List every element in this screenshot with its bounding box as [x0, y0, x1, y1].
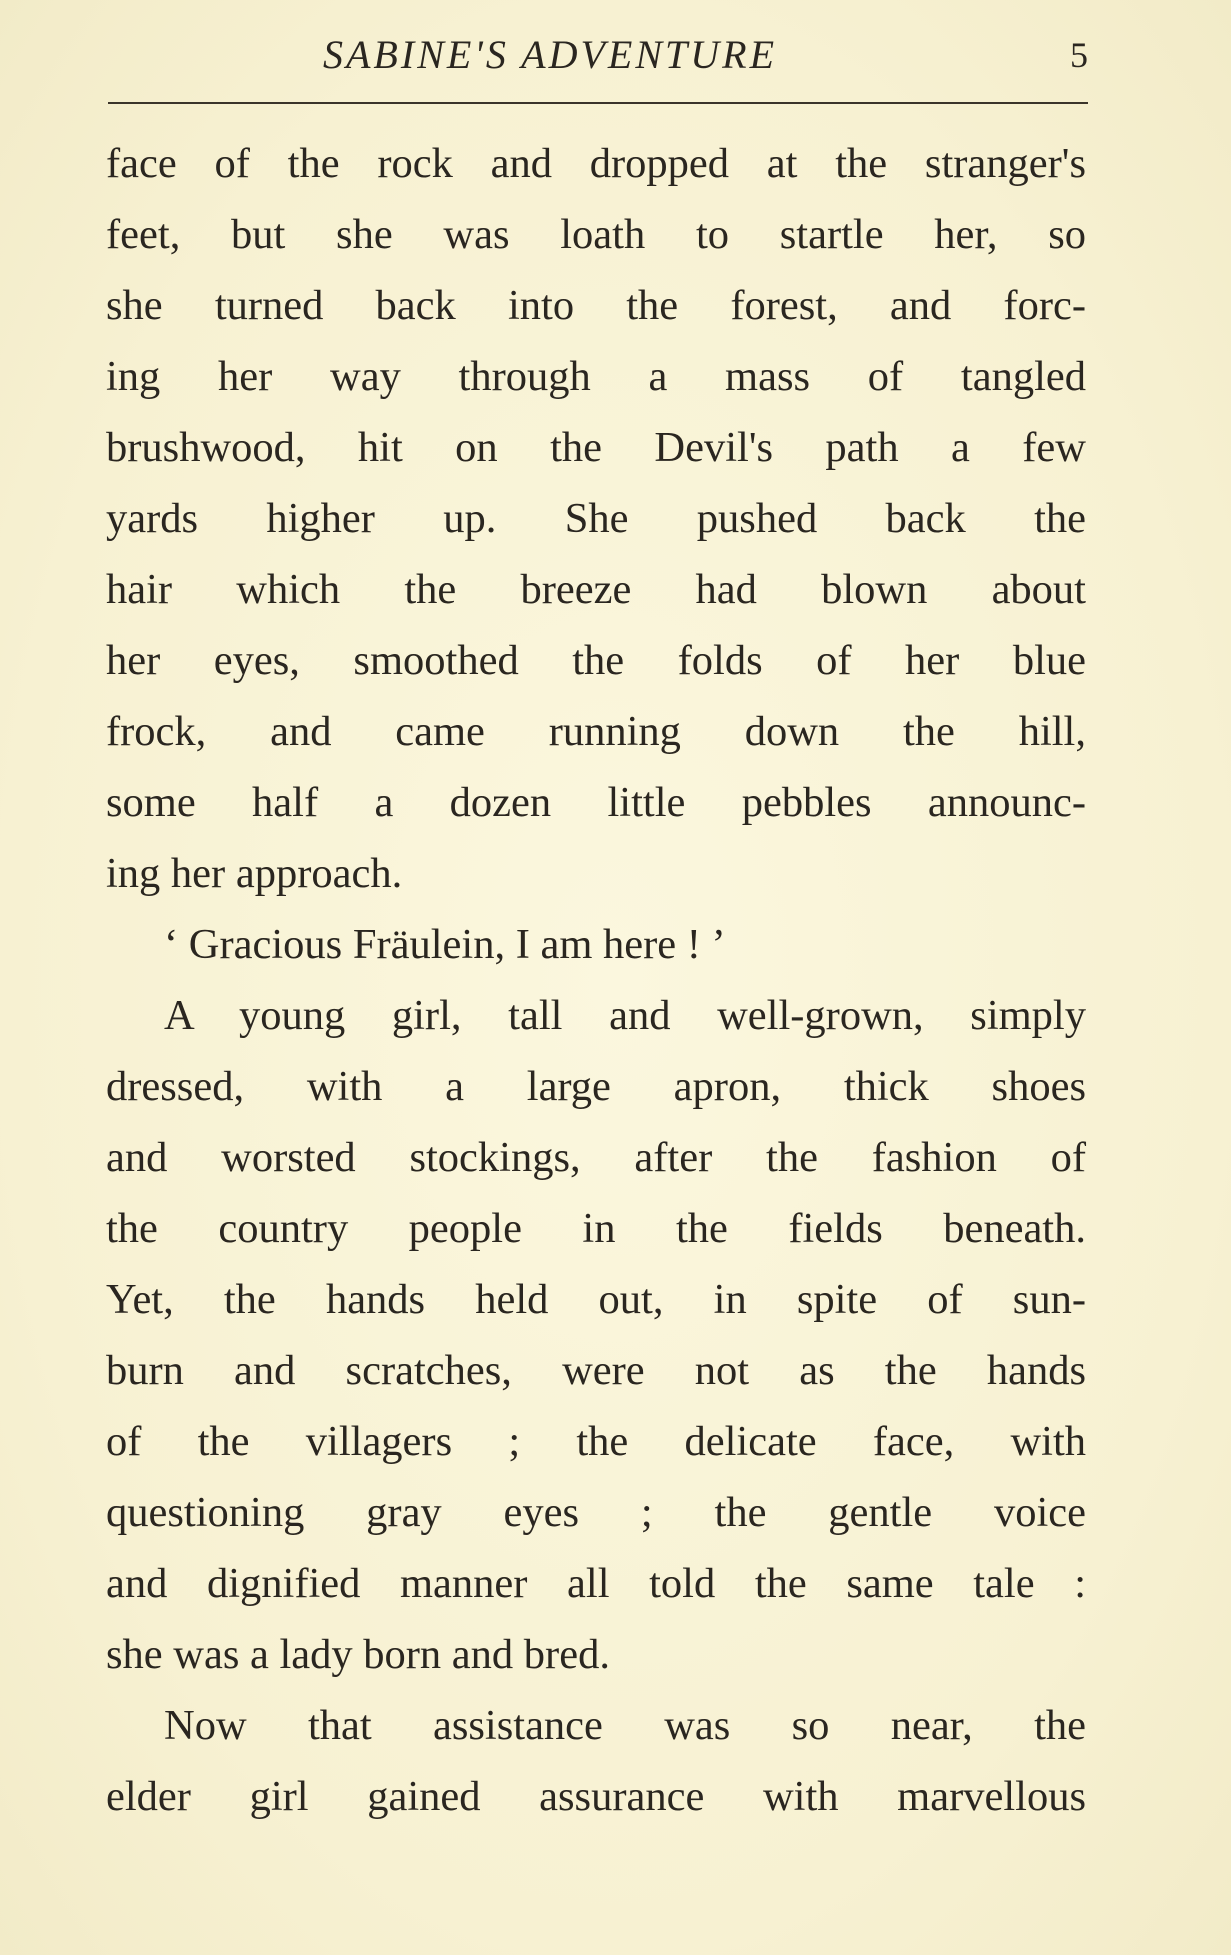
text-line: hair which the breeze had blown about: [106, 566, 1086, 613]
paragraph-first-line: A young girl, tall and well-grown, simply: [164, 992, 1086, 1039]
body-text: [106, 128, 1086, 1832]
text-line: questioning gray eyes ; the gentle voice: [106, 1489, 1086, 1536]
text-line: and worsted stockings, after the fashion of: [106, 1134, 1086, 1181]
text-line: feet, but she was loath to startle her, so: [106, 211, 1086, 258]
text-line: dressed, with a large apron, thick shoes: [106, 1063, 1086, 1110]
text-line: Yet, the hands held out, in spite of sun-: [106, 1276, 1086, 1323]
paragraph-first-line: Now that assistance was so near, the: [164, 1702, 1086, 1749]
text-line: ing her way through a mass of tangled: [106, 353, 1086, 400]
text-line: brushwood, hit on the Devil's path a few: [106, 424, 1086, 471]
text-line: ing her approach.: [106, 850, 403, 897]
running-header: [108, 30, 1088, 80]
text-line: of the villagers ; the delicate face, with: [106, 1418, 1086, 1465]
text-line: the country people in the fields beneath.: [106, 1205, 1086, 1252]
text-line: elder girl gained assurance with marvellous: [106, 1773, 1086, 1820]
text-line: burn and scratches, were not as the hands: [106, 1347, 1086, 1394]
running-title: SABINE'S ADVENTURE: [323, 32, 777, 77]
text-line: frock, and came running down the hill,: [106, 708, 1086, 755]
text-line: she turned back into the forest, and forc-: [106, 282, 1086, 329]
dialogue-line: ‘ Gracious Fräulein, I am here ! ’: [164, 921, 726, 968]
text-line: she was a lady born and bred.: [106, 1631, 610, 1678]
page-number: 5: [1070, 35, 1088, 75]
text-line: yards higher up. She pushed back the: [106, 495, 1086, 542]
text-line: her eyes, smoothed the folds of her blue: [106, 637, 1086, 684]
text-line: and dignified manner all told the same tale :: [106, 1560, 1086, 1607]
header-rule: [108, 102, 1088, 104]
text-line: face of the rock and dropped at the stranger's: [106, 140, 1086, 187]
text-line: some half a dozen little pebbles announc-: [106, 779, 1086, 826]
